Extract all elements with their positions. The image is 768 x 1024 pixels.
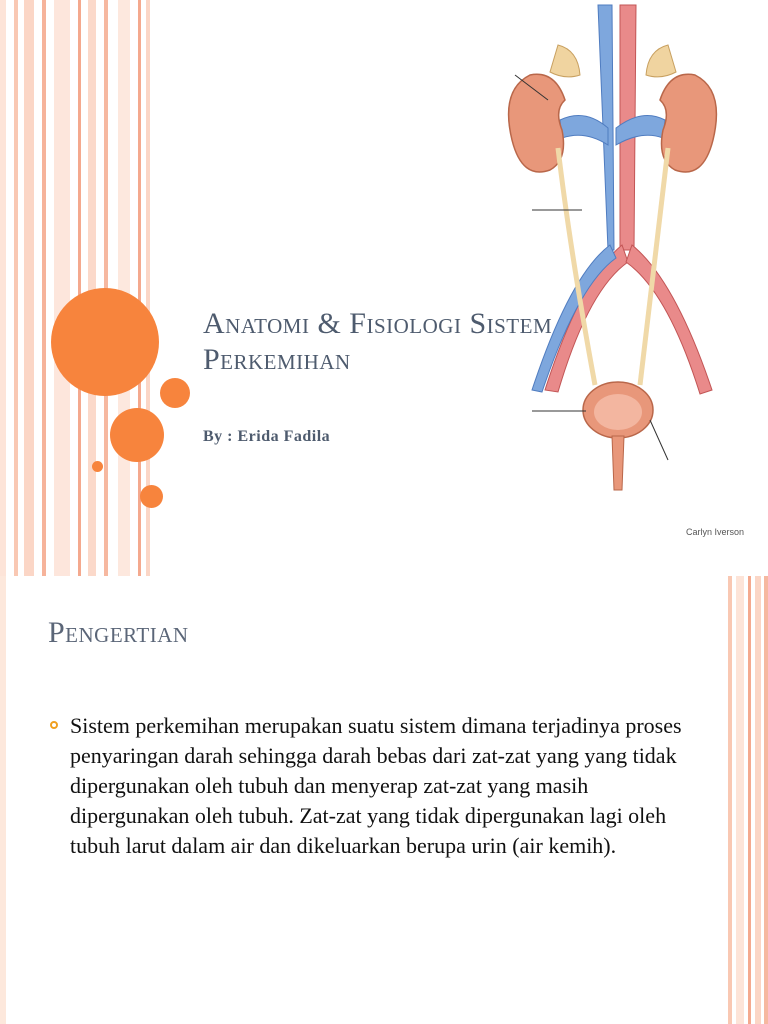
bullet-list <box>48 711 708 861</box>
decorative-stripes-right <box>728 576 768 1024</box>
urinary-system-illustration <box>450 0 768 560</box>
adrenal-left <box>550 45 580 77</box>
decorative-circle-tiny <box>92 461 103 472</box>
slide-heading: Pengertian <box>48 616 189 649</box>
slide-title <box>203 306 673 378</box>
decorative-circle-small-2 <box>140 485 163 508</box>
left-band <box>0 576 6 1024</box>
slide-subtitle: By : Erida Fadila <box>203 428 331 445</box>
title-line-2: Perkemihan <box>203 343 351 376</box>
bullet-ring-icon <box>50 721 58 729</box>
decorative-stripes <box>0 0 150 576</box>
kidney-left <box>509 74 565 172</box>
adrenal-right <box>646 45 676 77</box>
bullet-item: Sistem perkemihan merupakan suatu sistem dimana terjadinya proses penyaringan darah sehingga darah bebas dari zat-zat yang yang tidak dipergunakan oleh tubuh dan menyerap zat-zat yang masih dipergunakan oleh tubuh. Zat-zat yang tidak dipergunakan lagi oleh tubuh larut dalam air dan dikeluarkan berupa urin (air kemih). <box>70 713 682 858</box>
image-credit: Carlyn Iverson <box>685 527 744 537</box>
definition-slide <box>0 576 768 1024</box>
title-line-1: Anatomi & Fisiologi Sistem <box>203 307 553 340</box>
decorative-circle-medium <box>110 408 164 462</box>
urethra <box>612 436 624 490</box>
renal-vein-left <box>560 116 608 146</box>
decorative-circle-large <box>51 288 159 396</box>
decorative-circle-small <box>160 378 190 408</box>
